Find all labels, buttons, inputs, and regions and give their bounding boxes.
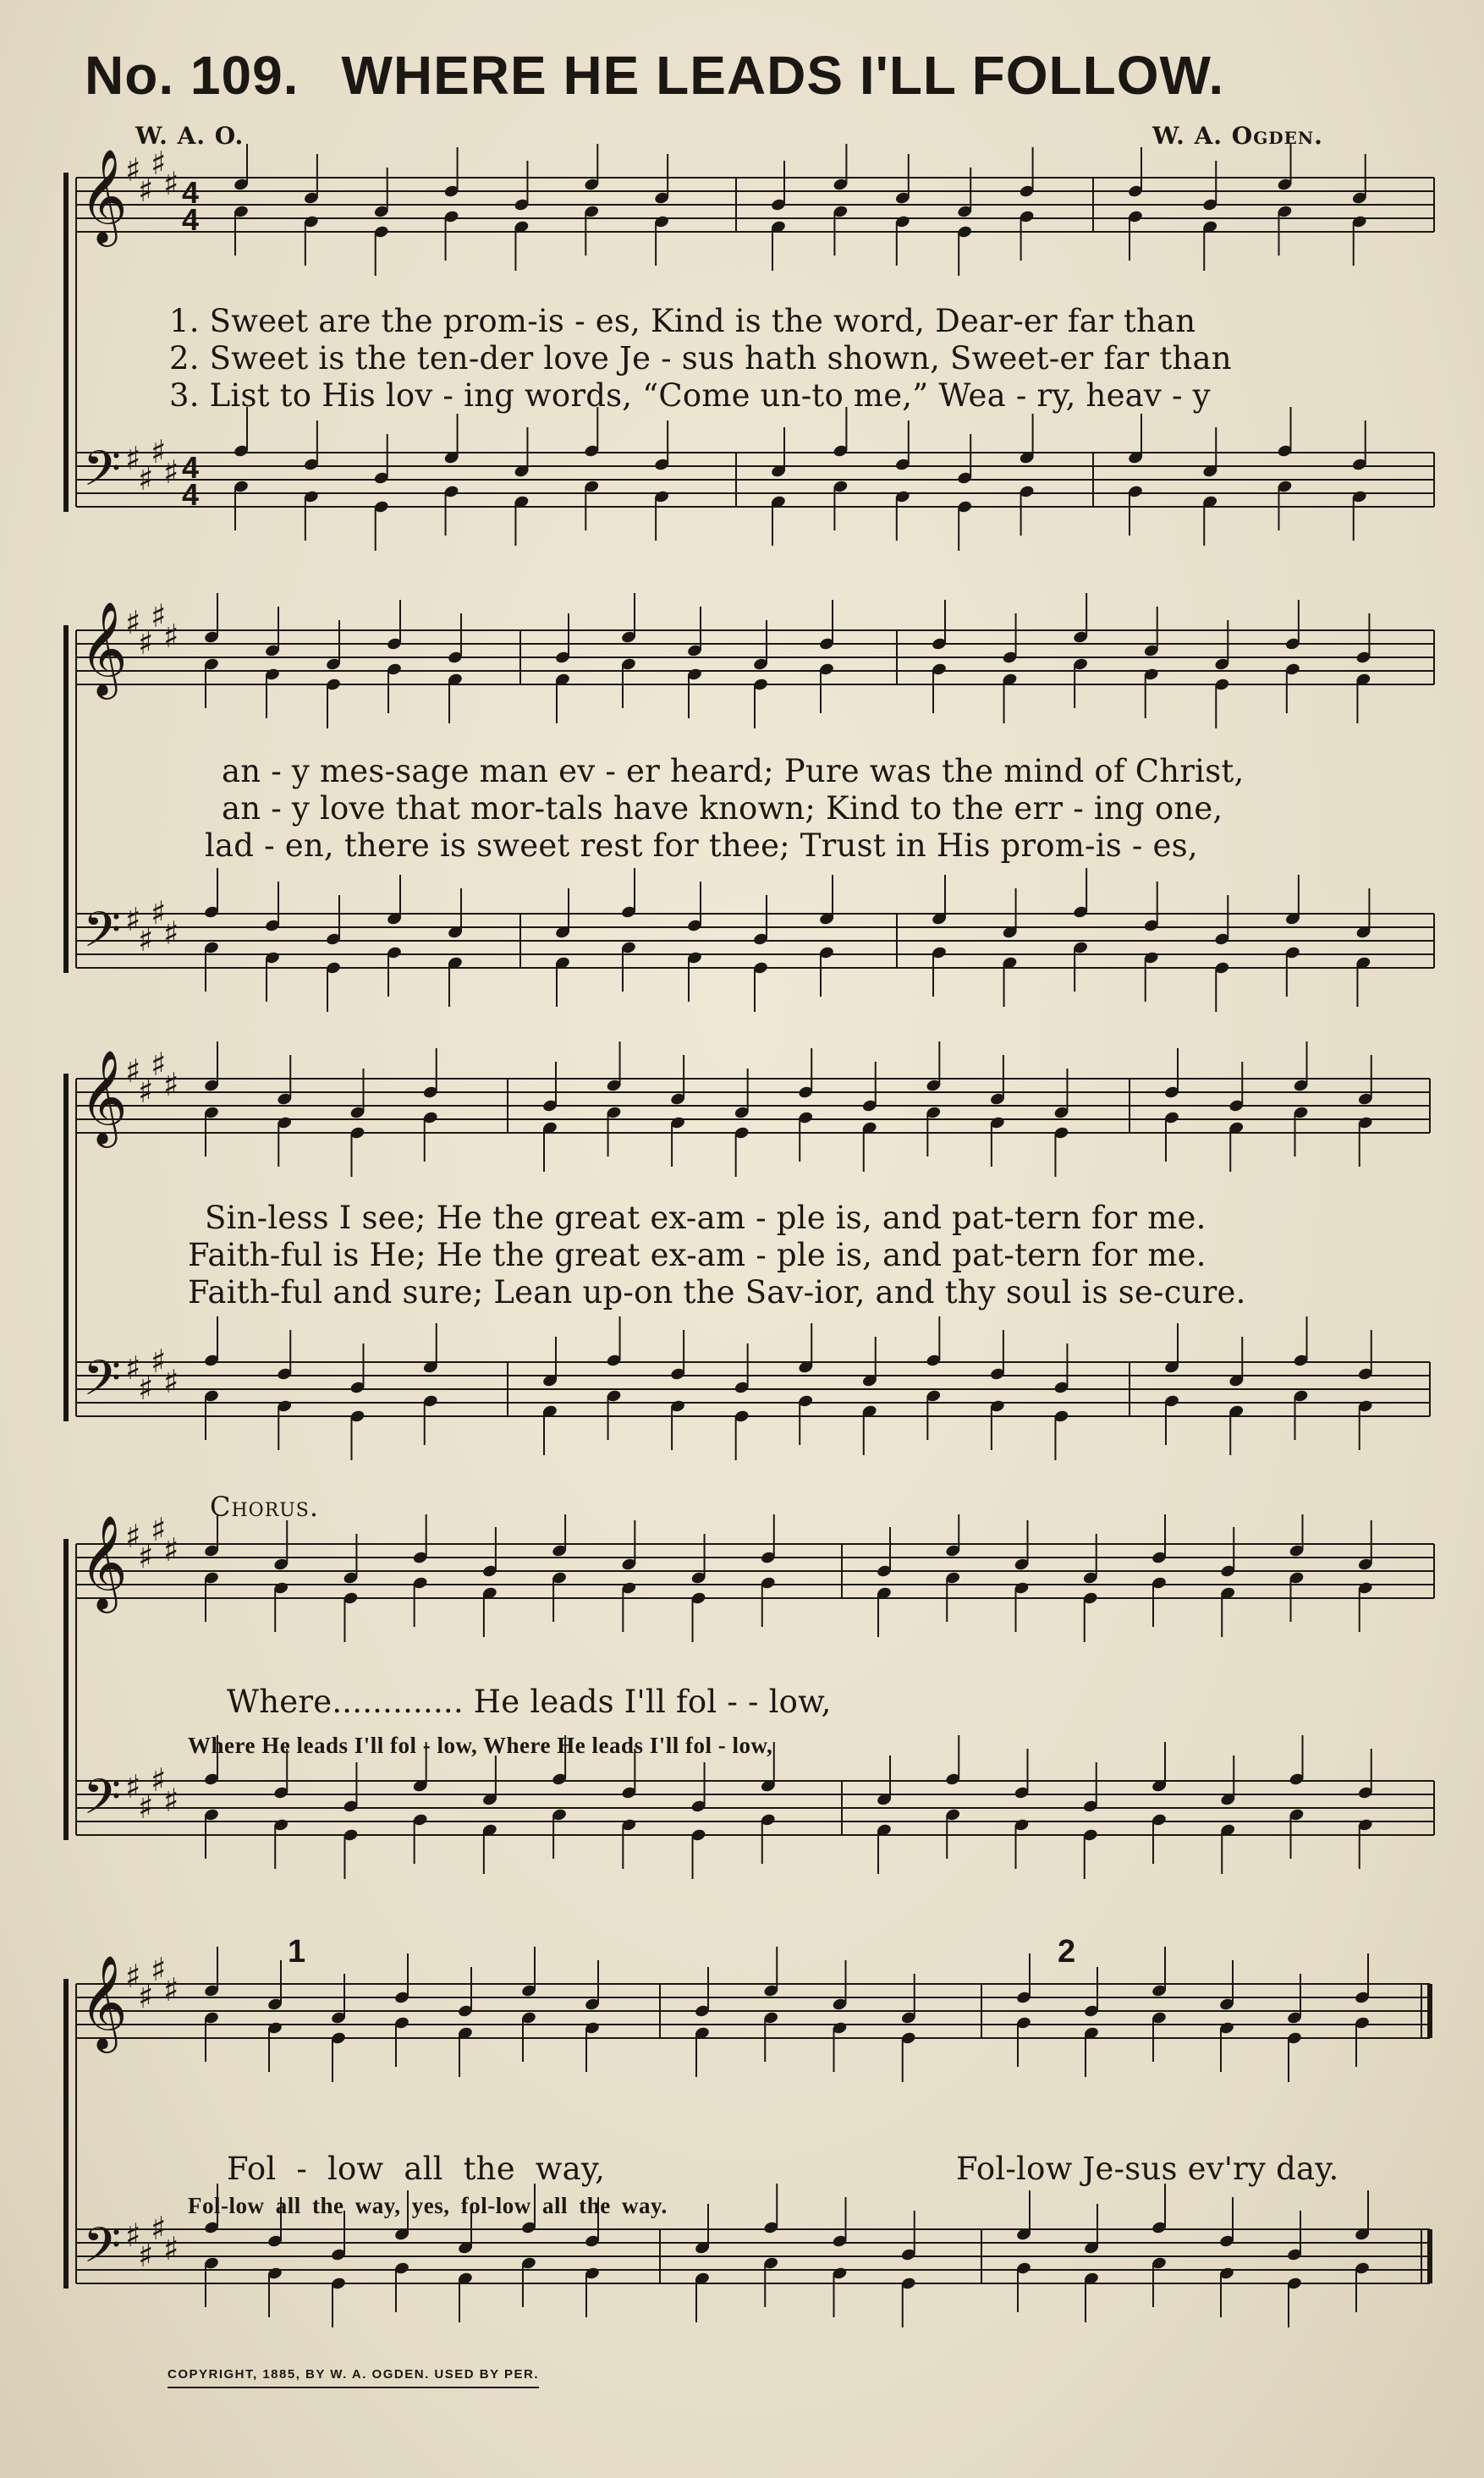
copyright-notice: COPYRIGHT, 1885, BY W. A. OGDEN. USED BY PER. xyxy=(168,2367,539,2388)
second-ending-label: 2 xyxy=(1058,1934,1076,1970)
sharp-icon: ♯ xyxy=(138,172,154,209)
verse-2-line-3: Faith-ful is He; He the great ex-am - ple is, and pat-tern for me. xyxy=(188,1237,1206,1273)
sharp-icon: ♯ xyxy=(163,453,179,491)
sharp-icon: ♯ xyxy=(163,1066,179,1103)
music-credit: W. A. Ogden. xyxy=(1152,122,1323,150)
sharp-icon: ♯ xyxy=(125,440,141,477)
sharp-icon: ♯ xyxy=(163,915,179,952)
bass-clef-icon: 𝄢 xyxy=(83,2217,122,2286)
sharp-icon: ♯ xyxy=(125,901,141,938)
treble-clef-icon: 𝄞 xyxy=(80,601,128,695)
chorus-line-2-lower: Fol-low all the way, yes, fol-low all the way. xyxy=(188,2193,668,2218)
chorus-line-1-lower: Where He leads I'll fol - low, Where He leads I'll fol - low, xyxy=(188,1733,773,1758)
bass-clef-icon: 𝄢 xyxy=(83,1768,122,1838)
verse-3-line-2: lad - en, there is sweet rest for thee; Trust in His prom-is - es, xyxy=(205,827,1198,864)
sharp-icon: ♯ xyxy=(163,618,179,655)
sharp-icon: ♯ xyxy=(151,1046,167,1083)
sharp-icon: ♯ xyxy=(125,1958,141,1995)
sharp-icon: ♯ xyxy=(125,1349,141,1387)
music-system-1 xyxy=(59,144,1438,558)
verse-1-line-2: an - y mes-sage man ev - er heard; Pure was the mind of Christ, xyxy=(222,753,1245,789)
sharp-icon: ♯ xyxy=(163,1971,179,2008)
treble-clef-icon: 𝄞 xyxy=(80,1954,128,2049)
sharp-icon: ♯ xyxy=(163,1531,179,1569)
treble-clef-icon: 𝄞 xyxy=(80,1514,128,1609)
hymn-number: No. 109. xyxy=(85,45,300,106)
verse-2-line-2: an - y love that mor-tals have known; Kind to the err - ing one, xyxy=(222,790,1223,827)
sharp-icon: ♯ xyxy=(138,1788,154,1826)
sharp-icon: ♯ xyxy=(163,1363,179,1400)
treble-clef-icon: 𝄞 xyxy=(80,1049,128,1144)
time-signature: 4 xyxy=(182,202,200,237)
sharp-icon: ♯ xyxy=(138,624,154,662)
music-system-3 xyxy=(59,1041,1438,1481)
sharp-icon: ♯ xyxy=(151,1761,167,1799)
sharp-icon: ♯ xyxy=(151,894,167,931)
treble-clef-icon: 𝄞 xyxy=(80,148,128,243)
sharp-icon: ♯ xyxy=(138,1978,154,2015)
sharp-icon: ♯ xyxy=(138,2237,154,2274)
hymn-heading xyxy=(85,44,1224,107)
sharp-icon: ♯ xyxy=(125,1052,141,1090)
verse-3-line-1: 3. List to His lov - ing words, “Come un-to me,” Wea - ry, heav - y xyxy=(169,377,1211,414)
sharp-icon: ♯ xyxy=(151,1951,167,1988)
bass-clef-icon: 𝄢 xyxy=(83,440,122,509)
time-signature: 4 xyxy=(182,175,200,210)
sharp-icon: ♯ xyxy=(125,1518,141,1555)
bass-clef-icon: 𝄢 xyxy=(83,1349,122,1419)
music-system-4 xyxy=(59,1514,1438,1904)
verse-3-line-3: Faith-ful and sure; Lean up-on the Sav-ior, and thy soul is se-cure. xyxy=(188,1274,1246,1310)
sharp-icon: ♯ xyxy=(151,1343,167,1380)
first-ending-label: 1 xyxy=(288,1934,306,1970)
sharp-icon: ♯ xyxy=(125,151,141,189)
sharp-icon: ♯ xyxy=(138,460,154,497)
sharp-icon: ♯ xyxy=(138,921,154,959)
hymn-title: WHERE HE LEADS I'LL FOLLOW. xyxy=(341,45,1225,106)
chorus-line-2-upper-a: Fol - low all the way, xyxy=(227,2151,606,2187)
sharp-icon: ♯ xyxy=(138,1370,154,1407)
sharp-icon: ♯ xyxy=(125,604,141,641)
verse-1-line-1: 1. Sweet are the prom-is - es, Kind is the word, Dear-er far than xyxy=(169,303,1196,339)
words-credit: W. A. O. xyxy=(135,122,245,150)
staff-group-5 xyxy=(59,1937,1438,2343)
music-system-2 xyxy=(59,592,1438,1015)
bass-clef-icon: 𝄢 xyxy=(83,901,122,970)
time-signature: 4 xyxy=(182,477,200,512)
chorus-line-1-upper: Where............. He leads I'll fol - - low, xyxy=(227,1684,832,1720)
time-signature: 4 xyxy=(182,450,200,485)
sharp-icon: ♯ xyxy=(151,145,167,182)
sharp-icon: ♯ xyxy=(151,433,167,470)
sharp-icon: ♯ xyxy=(138,1073,154,1110)
sharp-icon: ♯ xyxy=(151,597,167,635)
sharp-icon: ♯ xyxy=(125,1768,141,1805)
sharp-icon: ♯ xyxy=(163,165,179,202)
sharp-icon: ♯ xyxy=(151,2210,167,2247)
sharp-icon: ♯ xyxy=(163,2230,179,2267)
verse-1-line-3: Sin-less I see; He the great ex-am - ple is, and pat-tern for me. xyxy=(205,1200,1206,1236)
chorus-label: Chorus. xyxy=(210,1491,320,1523)
sharp-icon: ♯ xyxy=(163,1782,179,1819)
sharp-icon: ♯ xyxy=(138,1538,154,1575)
chorus-line-2-upper-b: Fol-low Je-sus ev'ry day. xyxy=(956,2151,1339,2187)
sharp-icon: ♯ xyxy=(151,1514,167,1548)
music-system-5 xyxy=(59,1934,1438,2343)
sharp-icon: ♯ xyxy=(125,2217,141,2254)
verse-2-line-1: 2. Sweet is the ten-der love Je - sus hath shown, Sweet-er far than xyxy=(169,340,1232,376)
